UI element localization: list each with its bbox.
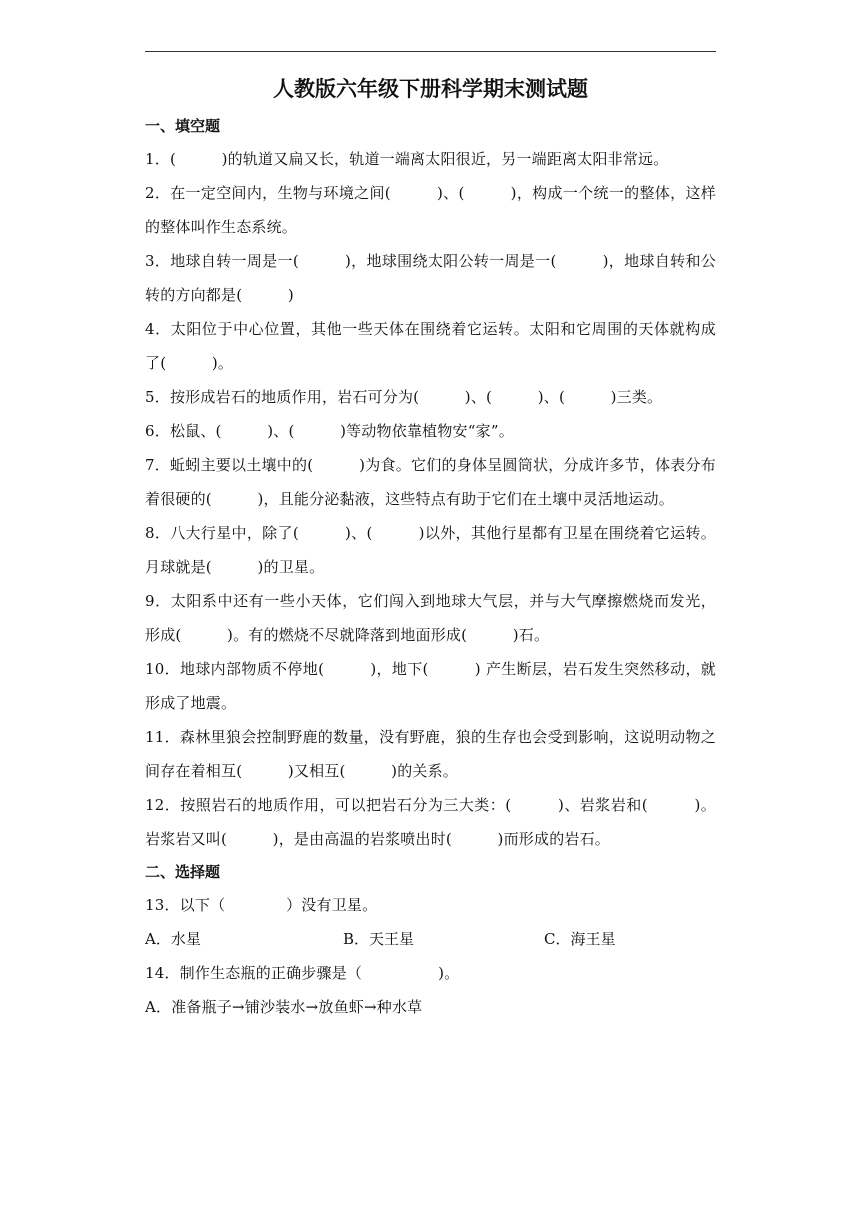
question-10: 10．地球内部物质不停地( )，地下( ) 产生断层，岩石发生突然移动，就形成了地震。: [145, 660, 716, 712]
section-heading-choice: 二、选择题: [145, 863, 221, 881]
question-14-option-a: A．准备瓶子→铺沙装水→放鱼虾→种水草: [145, 998, 423, 1016]
question-11: 11．森林里狼会控制野鹿的数量，没有野鹿，狼的生存也会受到影响，这说明动物之间存在着相互( )又相互( )的关系。: [145, 728, 716, 780]
header-rule: [145, 51, 716, 52]
document-body: [145, 68, 716, 1024]
question-6: 6．松鼠、( )、( )等动物依靠植物安“家”。: [145, 422, 514, 440]
question-2: 2．在一定空间内，生物与环境之间( )、( )，构成一个统一的整体，这样的整体叫作生态系统。: [145, 184, 716, 236]
option-b: B．天王星: [343, 930, 415, 948]
option-c: C．海王星: [544, 930, 616, 948]
question-7: 7．蚯蚓主要以土壤中的( )为食。它们的身体呈圆筒状，分成许多节，体表分布着很硬的( )，且能分泌黏液，这些特点有助于它们在土壤中灵活地运动。: [145, 456, 716, 508]
question-13-options: [145, 922, 716, 956]
question-13: 13．以下（ ）没有卫星。: [145, 896, 378, 914]
question-4: 4．太阳位于中心位置，其他一些天体在围绕着它运转。太阳和它周围的天体就构成了( )。: [145, 320, 716, 372]
section-heading-fill-in: 一、填空题: [145, 117, 221, 135]
question-3: 3．地球自转一周是一( )，地球围绕太阳公转一周是一( )，地球自转和公转的方向都是( ): [145, 252, 716, 304]
question-9: 9．太阳系中还有一些小天体，它们闯入到地球大气层，并与大气摩擦燃烧而发光，形成( )。有的燃烧不尽就降落到地面形成( )石。: [145, 592, 716, 644]
option-a: A．水星: [145, 930, 201, 948]
question-14: 14．制作生态瓶的正确步骤是（ )。: [145, 964, 460, 982]
document-title: 人教版六年级下册科学期末测试题: [273, 77, 588, 101]
question-5: 5．按形成岩石的地质作用，岩石可分为( )、( )、( )三类。: [145, 388, 663, 406]
question-12: 12．按照岩石的地质作用，可以把岩石分为三大类：( )、岩浆岩和( )。岩浆岩又叫( )，是由高温的岩浆喷出时( )而形成的岩石。: [145, 796, 716, 848]
question-8: 8．八大行星中，除了( )、( )以外，其他行星都有卫星在围绕着它运转。月球就是( )的卫星。: [145, 524, 716, 576]
question-1: 1．( )的轨道又扁又长，轨道一端离太阳很近，另一端距离太阳非常远。: [145, 150, 669, 168]
